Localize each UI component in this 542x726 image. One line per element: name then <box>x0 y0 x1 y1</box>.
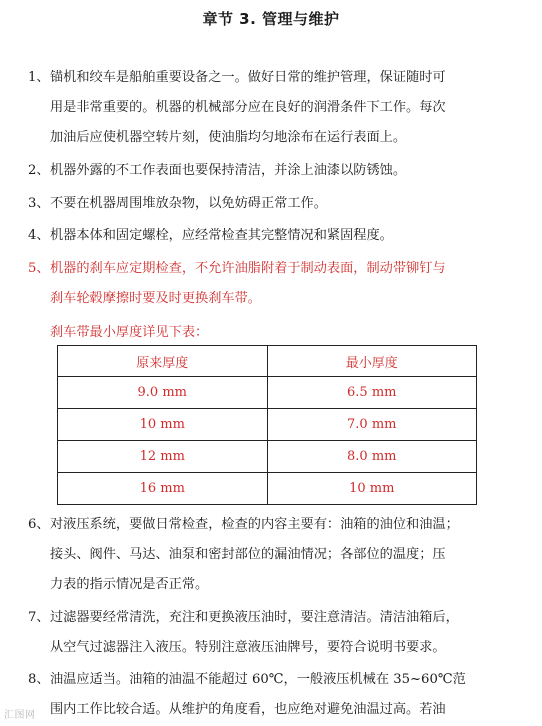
table-cell: 6.5 mm <box>267 377 477 409</box>
item-line: 围内工作比较合适。从维护的角度看，也应绝对避免油温过高。若油 <box>50 702 446 717</box>
item-line: 加油后应使机器空转片刻，使油脂均匀地涂布在运行表面上。 <box>50 130 407 145</box>
item-line: 对液压系统，要做日常检查，检查的内容主要有：油箱的油位和油温； <box>50 517 459 532</box>
item-line: 机器外露的不工作表面也要保持清洁，并涂上油漆以防锈蚀。 <box>50 163 407 178</box>
list-item <box>28 193 528 214</box>
table-cell: 9.0 mm <box>58 377 268 409</box>
list-item <box>28 607 528 658</box>
list-item <box>28 669 528 720</box>
table-row <box>58 409 477 441</box>
list-item <box>28 514 528 595</box>
table-cell: 8.0 mm <box>267 441 477 473</box>
brake-band-thickness-table <box>57 345 477 505</box>
table-cell: 12 mm <box>58 441 268 473</box>
column-header-original-thickness: 原来厚度 <box>58 346 268 377</box>
item-line: 不要在机器周围堆放杂物，以免妨碍正常工作。 <box>50 196 327 211</box>
item-line: 机器的刹车应定期检查，不允许油脂附着于制动表面，制动带铆钉与 <box>50 261 446 276</box>
table-cell: 10 mm <box>267 473 477 505</box>
item-line: 机器本体和固定螺栓，应经常检查其完整情况和紧固程度。 <box>50 228 393 243</box>
table-cell: 10 mm <box>58 409 268 441</box>
table-row <box>58 473 477 505</box>
column-header-minimum-thickness: 最小厚度 <box>267 346 477 377</box>
item-line: 力表的指示情况是否正常。 <box>50 577 209 592</box>
item-number: 8、 <box>28 672 50 687</box>
item-line: 刹车轮毂摩擦时要及时更换刹车带。 <box>50 291 261 306</box>
item-line: 接头、阀件、马达、油泵和密封部位的漏油情况；各部位的温度；压 <box>50 547 446 562</box>
item-line: 从空气过滤器注入液压。特别注意液压油牌号，要符合说明书要求。 <box>50 640 446 655</box>
list-item <box>28 160 528 181</box>
item-line: 油温应适当。油箱的油温不能超过 60℃，一般液压机械在 35~60℃范 <box>50 672 466 687</box>
table-cell: 16 mm <box>58 473 268 505</box>
item-line: 过滤器要经常清洗，充注和更换液压油时，要注意清洁。清洁油箱后， <box>50 610 459 625</box>
item-number: 4、 <box>28 228 50 243</box>
item-line: 用是非常重要的。机器的机械部分应在良好的润滑条件下工作。每次 <box>50 100 446 115</box>
table-header-row <box>58 346 477 377</box>
item-number: 5、 <box>28 261 50 276</box>
item-number: 2、 <box>28 163 50 178</box>
item-number: 1、 <box>28 70 50 85</box>
table-caption: 刹车带最小厚度详见下表： <box>50 325 209 340</box>
item-line: 锚机和绞车是船舶重要设备之一。做好日常的维护管理，保证随时可 <box>50 70 446 85</box>
table-row <box>58 377 477 409</box>
item-number: 3、 <box>28 196 50 211</box>
list-item <box>28 67 528 148</box>
table-row <box>58 441 477 473</box>
chapter-title: 章节 3. 管理与维护 <box>202 10 340 28</box>
watermark: 汇图网 <box>4 710 36 721</box>
item-number: 7、 <box>28 610 50 625</box>
item-number: 6、 <box>28 517 50 532</box>
list-item-highlighted <box>28 258 528 309</box>
table-cell: 7.0 mm <box>267 409 477 441</box>
list-item <box>28 225 528 246</box>
